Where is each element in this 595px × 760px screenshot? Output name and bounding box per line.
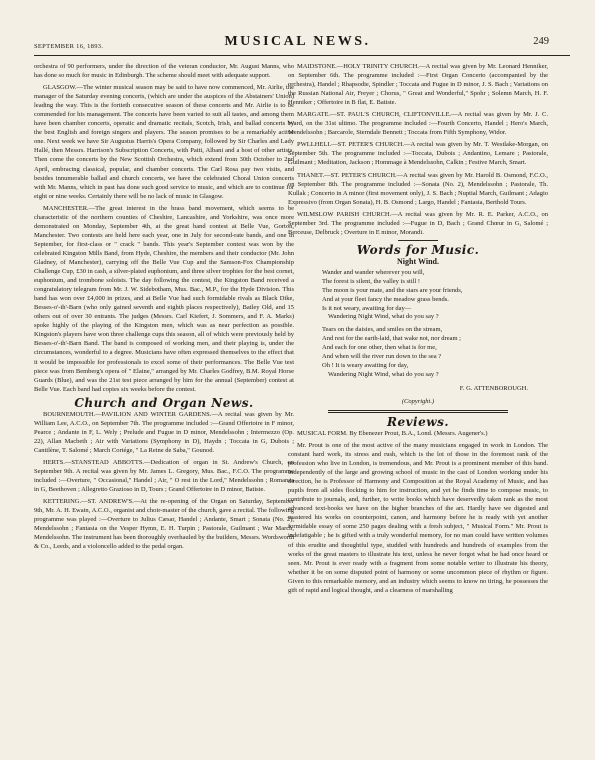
poem-line: Is it not weary, awaiting for day— [322,304,412,312]
article-paragraph: MANCHESTER.—The great interest in the brass band movement, which seems to be characteristic of the northern counties of Cheshire, Lancashire, and Yorkshire, was once more demonstrated on Monday, September 4th, at the great band contest at Belle Vue, Gorton, Manchester. Two contests are held here each year, one in July for second-rate bands, and one in September, for first-class or " crack " bands. This year's September contest was won by the celebrated Kingston Mills Band, from Hyde, Cheshire, the members and their conductor (Mr. John Gladney, of Manchester), carrying off the Belle Vue Cup and the Samson-Fox Championship Challenge Cup, £30 in cash, a silver-plated euphonium, and three silver trophies for the best cornet, euphonium, and trombone soloists. The day following the contest, the Kingston Band received a congratulatory telegram from Mr. J. W. Sidebotham, Mus. Bac., M.P., for the Hyde Division. This band has won over £4,000 in prizes, and at Belle Vue had such formidable rivals as Black Dike, Besses-o'-th'-Barn (who only gained seventh and eighth places respectively), Batley Old, and 15 others out of over 30 entrants. The judges (Messrs. Carl Kiefert, J. Sommers, and F. A. Marks) spoke highly of the playing of the Kingston men, which was as near perfection as possible. Kingston's players have won three challenge cups this season, all of which were previously held by Besses-o'-th'-Barn Band. The band is composed of working men, and their playing is, under the circumstances, wonderful to a degree. Musicians have often expressed themselves to the effect that it would be impossible for professionals to excel some of their performances. The Belle Vue test piece was from Bemberg's opera of " Elaine," arranged by Mr. Charles Godfrey, B.M. Royal Horse Guards (Blue), and was the 21st test piece arranged by him for the annual (September) contest at Belle Vue. Each band had copies six weeks before the contest. [34,204,294,393]
left-column [34,62,294,551]
poem-line: And at your fleet fancy the meadow grass bends. [322,295,449,303]
poem-line: And each for one other, then what is for me, [322,344,437,352]
copyright-note: (Copyright.) [401,397,435,405]
poem-line: The forest is silent, the valley is still ! [322,277,421,285]
header-rule [34,55,570,56]
article-paragraph: GLASGOW.—The winter musical season may be said to have now commenced, Mr. Airlie, the manager of the Saturday evening concerts, (which are under the auspices of the Abstainers' Union) leading the way. This is the fortieth consecutive season of these concerts and Mr. Airlie is to be commended for his management. The concerts have been varied to suit all tastes, and among them have been chamber concerts, operatic and dramatic recitals, Scotch, Irish, and ballad concerts by the best English and foreign singers and players. The season promises to be a remarkably active one. Next week we have Sir Augustus Harris's Opera Company, followed by Sir Charles and Lady Hallé, then Messrs. Harrison's Subscription Concerts, with Patti, Albani and a host of other artists. Then come the concerts by the New Scottish Orchestra, which extend from 30th October to 2nd April, embracing classical, popular, and chamber concerts. The Carl Rosa pay two visits, and besides innumerable ballad and church concerts, we have the celebrated Choral Union concerts with Mr. Manns, which in past has done such good service to music, and which are to continue for eight or nine weeks. Certainly there will be no lack of music in Glasgow. [34,84,294,200]
section-title: Church and Organ News. [74,395,254,410]
article-paragraph: MARGATE.—ST. PAUL'S CHURCH, CLIFTONVILLE.—A recital was given by Mr. J. C. Ward, on the 31st ultimo. The programme included :—Fourth Concerto, Handel ; Hero's March, Mendelssohn ; Barcarole, Sterndale Bennett ; Toccata from Fifth Symphony, Widor. [288,111,548,137]
article-paragraph: MUSICAL FORM. By Ebenezer Prout, B.A., Lond. (Messrs. Augener's.) [297,429,488,437]
issue-date: SEPTEMBER 16, 1893. [34,43,104,50]
page-number: 249 [533,36,549,47]
right-column [288,62,548,595]
section-title: Words for Music. [356,242,480,257]
article-paragraph: MAIDSTONE.—HOLY TRINITY CHURCH.—A recital was given by Mr. Leonard Henniker, on September 6th. The programme included :—First Organ Concerto (accompanied by the orchestra), Handel ; Rhapsodie, Spindler ; Toccata and Fugue in D minor, J. S. Bach ; Variations on the Russian National Air, Freyer ; Chorus, " Great and Wonderful," Spohr ; Solemn March, H. F. Henniker ; Offertoire in B flat, E. Batiste. [288,63,548,107]
article-paragraph: THANET.—ST. PETER'S CHURCH.—A recital was given by Mr. Harold B. Osmond, F.C.O., on September 8th. The programme included :—Sonata (No. 2), Mendelssohn ; Pastorale, Th. Kullak ; Concerto in A minor (first movement only), J. S. Bach ; Nuptial March, Guilmant ; Adagio Expressivo (from Organ Sonata), H. B. Osmond ; Largo, Handel ; Fantasia, Berthold Tours. [288,171,548,206]
section-divider [398,240,438,241]
article-paragraph: KETTERING.—ST. ANDREW'S.—At the re-opening of the Organ on Saturday, September 9th, Mr. A. H. Ewain, A.C.O., organist and choir-master of the church, gave a recital. The following programme was played :—Overture to Julius Cæsar, Handel ; Andante, Smart ; Sonata (No. 2), Mendelssohn ; Fantasia on the Vesper Hymn, E. H. Turpin ; Pastorale, Guilmant ; War March, Mendelssohn. The instrument has been thoroughly overhauled by the builders, Messrs. Wordsworth & Co., Leeds, and a violoncello added to the pedal organ. [34,498,294,551]
poem-line: Tears on the daisies, and smiles on the stream, [322,326,443,334]
double-divider [328,410,508,413]
poem-line: Wandering Night Wind, what do you say ? [328,370,439,378]
poem-body [288,269,548,380]
poem-line: Oh ! It is weary awaiting for day, [322,362,409,369]
article-paragraph: PWLLHELI.—ST. PETER'S CHURCH.—A recital was given by Mr. T. Westlake-Morgan, on September 5th. The programme included :—Toccata, Dubois ; Andantino, Lemare ; Pastorale, Guilmant ; Meditation, Jackson ; Hommage à Mendelssohn, Calkin ; Festive March, Smart. [288,141,548,167]
article-paragraph: WILMSLOW PARISH CHURCH.—A recital was given by Mr. R. E. Parker, A.C.O., on September 3rd. The programme included :—Fugue in D, Bach ; Grand Chœur in G, Salomé ; Berceuse, Delbruck ; Overture in E minor, Morandi. [288,210,548,236]
page-header [0,0,595,60]
masthead-title: MUSICAL NEWS. [224,34,371,49]
poem-line: And rest for the earth-laid, that wake not, nor dream ; [322,335,461,343]
article-paragraph: HERTS.—STANSTEAD ABBOTTS.—Dedication of organ in St. Andrew's Church, on September 9th. A recital was given by Mr. James L. Gregory, Mus. Bac., F.C.O. The programme included :—Overture, " Occasional," Handel ; Air, " O rest in the Lord," Mendelssohn ; Romanza in G, Beethoven ; Allegretto Grazioso in D, Tours ; Grand Offertoire in D minor, Batiste. [34,458,294,494]
poem-line: The moon is your mate, and the stars are your friends, [322,286,463,294]
poem-line: And when will the river run down to the sea ? [322,353,442,361]
poem-title: Night Wind. [397,256,439,266]
poem-line: Wander and wander wherever you will, [322,268,425,276]
article-paragraph: Mr. Prout is one of the most active of the many musicians engaged in work in London. The constant hard work, its stress and rush, which is the lot of those in the foremost rank of the profession who live in London, is tremendous, and Mr. Prout is a prominent member of this band. Independently of the large and growing school of music in the cast of London working under his direction, he is Professor of Harmony and Composition at the Royal Academy of Music, and has pupils from all sides flocking to him for instruction, and yet he finds time to compose music, to contribute to journals, and, further, to write books which have deservedly taken rank as the most advanced text-books we have on the higher branches of the art. Hardly have we digested and mastered his works on counterpoint, canon, and harmony before he is ready with yet another formidable essay of some 250 pages dealing with a fresh subject, " Musical Form." Mr. Prout is indefatigable ; he is gifted with a truly wonderful memory, for no man could have written volumes of this erudite and thoughtful type, studded with hundreds and hundreds of examples from the works of the great masters to illustrate his text, unless he never forgot what he had once heard or seen. Mr. Prout is ever ready with a fragment from some notable writer to illustrate his theory, whether it be on some disputed point of harmony or some uncommon piece of rhythm or figure. Given to this remarkable memory, and an industry which seems to know no tiring, he possesses the gift of rapid and logical thought, and a clearness of marshalling [288,442,548,594]
poem-author: F. G. ATTENBOROUGH. [459,384,528,392]
article-paragraph: orchestra of 90 performers, under the direction of the veteran conductor, Mr. August Manns, who has done so much for music in Edinburgh. The scheme should meet with adequate support. [34,63,294,80]
section-title: Reviews. [386,414,450,429]
poem-line: Wandering Night Wind, what do you say ? [328,313,439,321]
article-paragraph: BOURNEMOUTH.—PAVILION AND WINTER GARDENS.—A recital was given by Mr. William Lee, A.C.O., on September 7th. The programme included :—Grand Offertoire in F minor, Pearce ; Andante in F, L. Wely ; Prelude and Fugue in D minor, Mendelssohn ; Intermezzo (Op. 22), Allan Macbeth ; Air with Variations (Symphony in D), Haydn ; Toccata in G, Dubois ; Cantilène, T. Salomé ; March Cortége, " La Reine de Saba," Gounod. [34,410,294,454]
